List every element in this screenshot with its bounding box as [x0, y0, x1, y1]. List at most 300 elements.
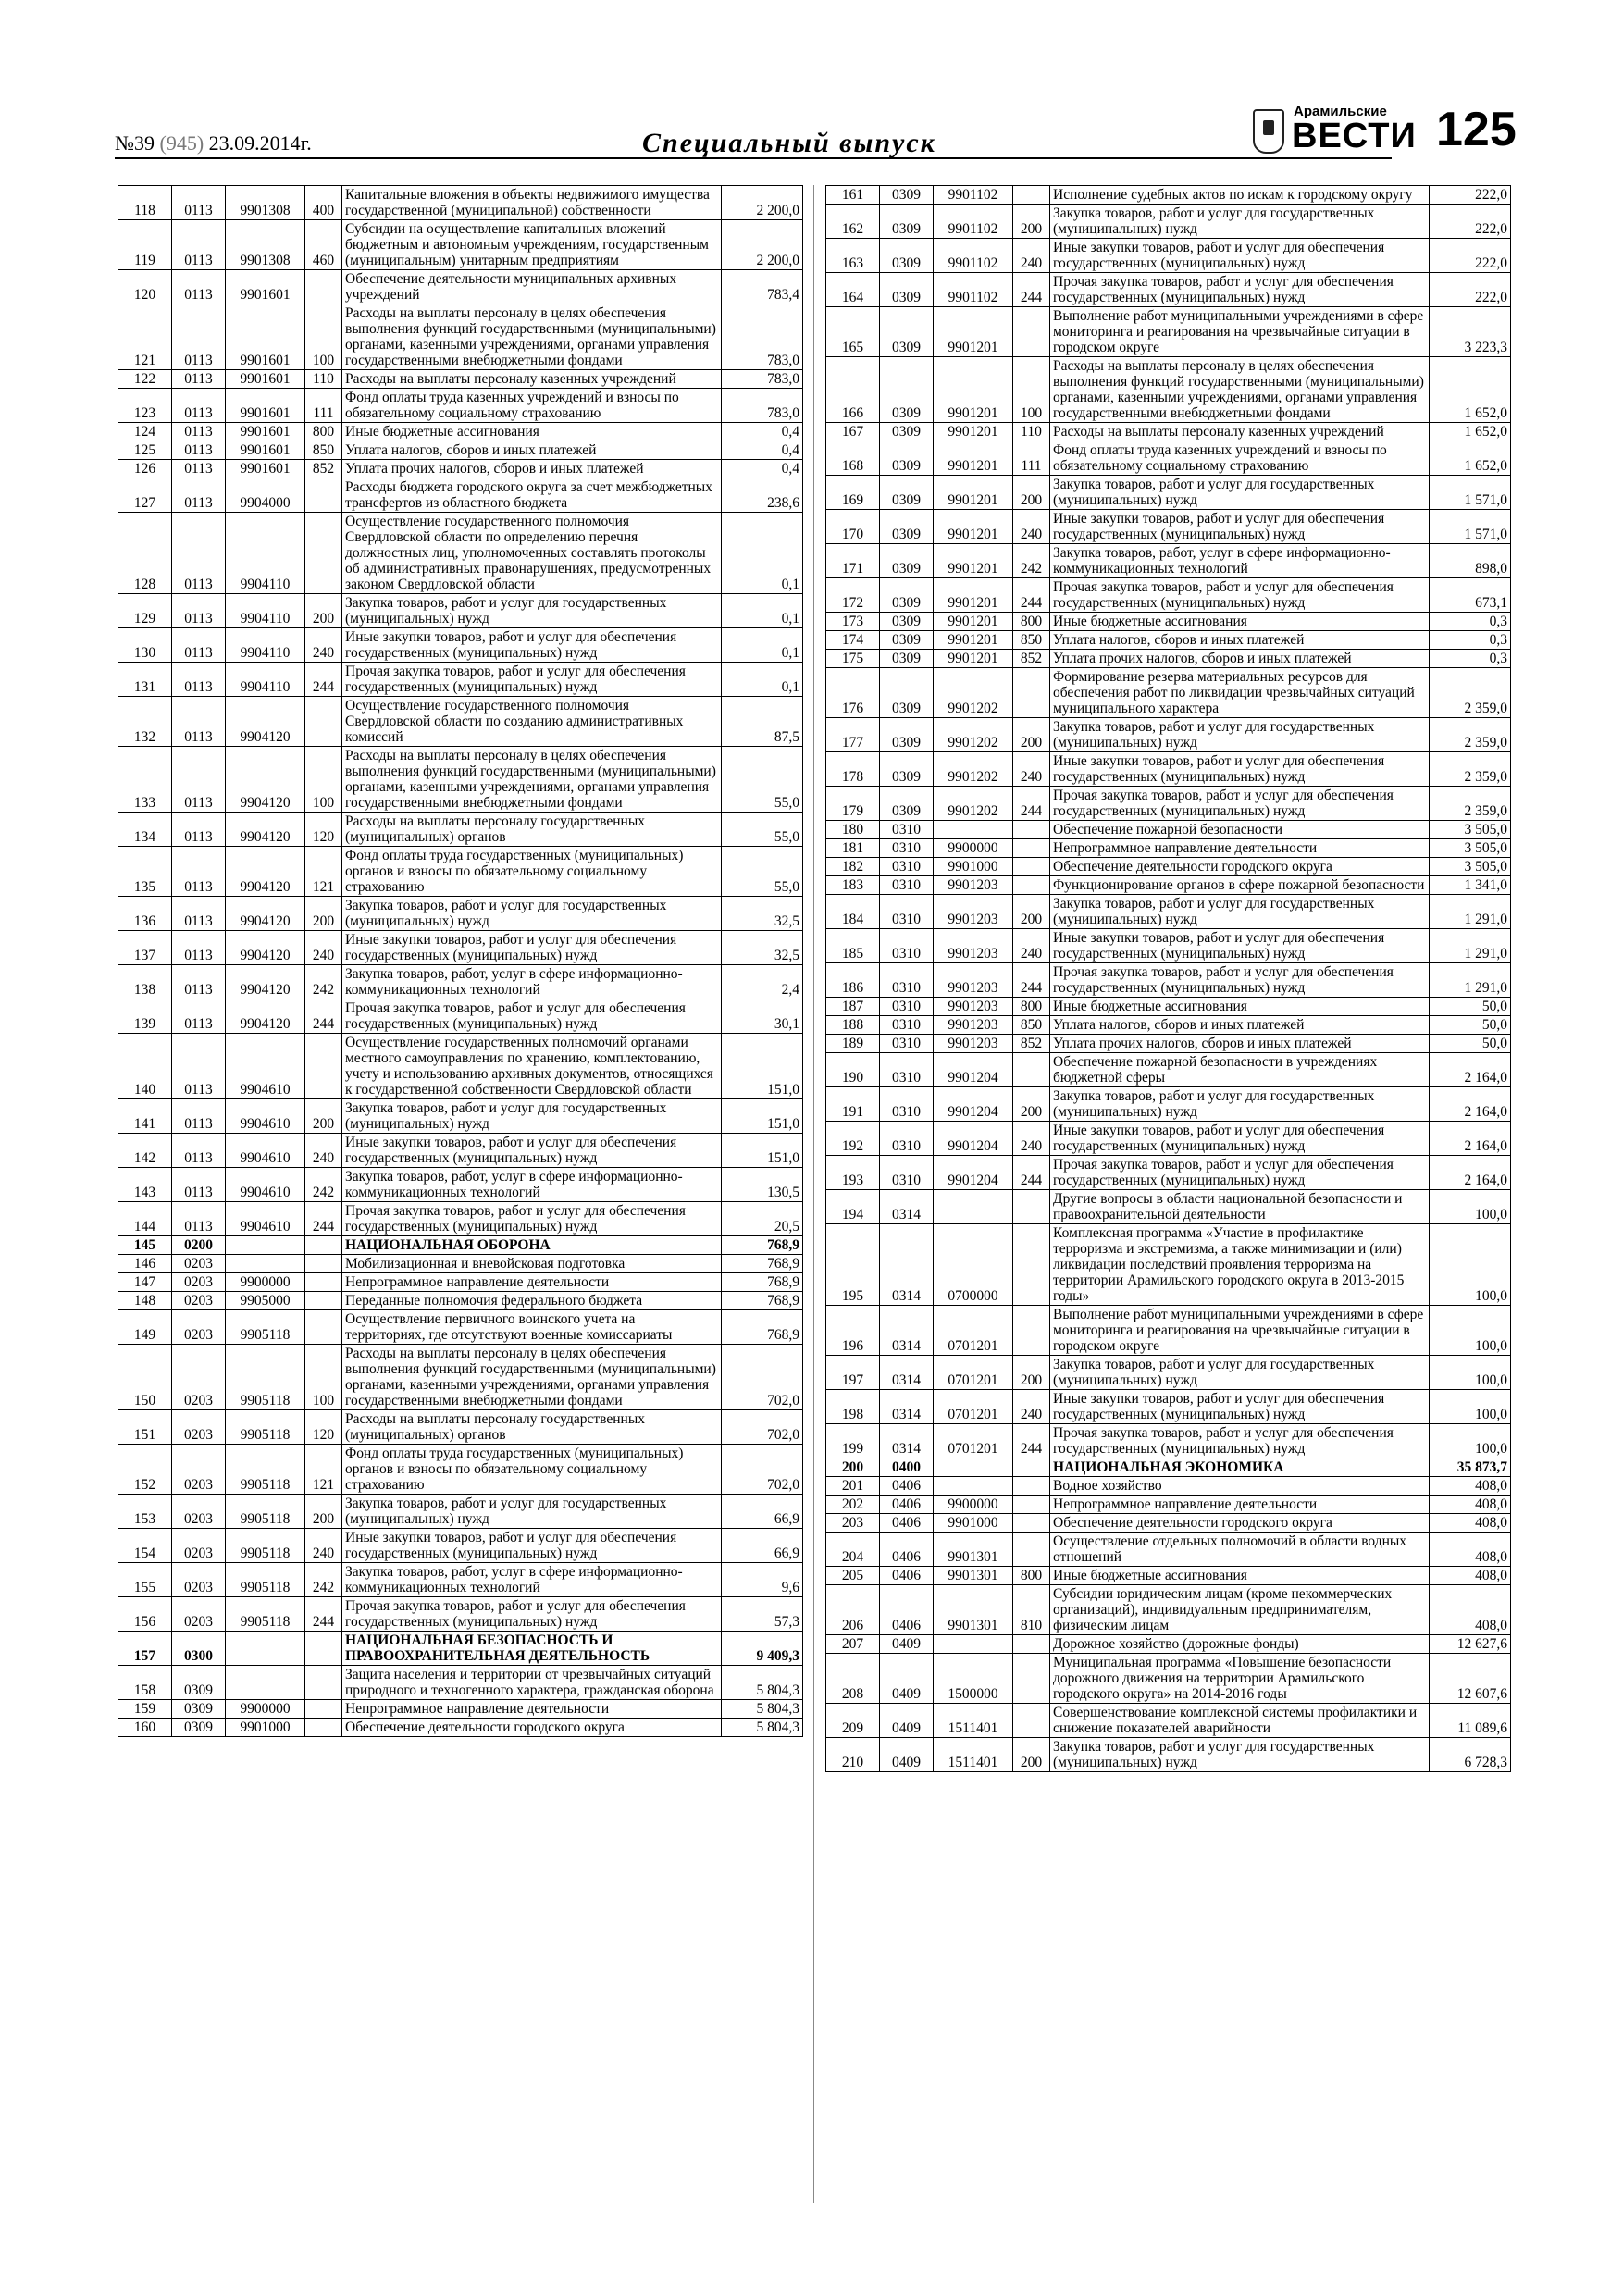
article-code: 9905118: [226, 1529, 305, 1563]
expense-type-code: [305, 1034, 342, 1099]
page-number: 125: [1436, 103, 1517, 156]
table-row: [118, 186, 803, 220]
table-row: [826, 1585, 1511, 1635]
description: Формирование резерва материальных ресурсов для обеспечения работ по ликвидации чрезвычайных ситуаций муниципального характера: [1050, 668, 1430, 718]
expense-type-code: 800: [1013, 1567, 1050, 1585]
row-number: 164: [826, 273, 880, 307]
table-row: [118, 478, 803, 513]
description: Осуществление первичного воинского учета на территориях, где отсутствуют военные комиссариаты: [342, 1310, 722, 1345]
expense-type-code: 850: [1013, 1016, 1050, 1035]
section-title: Специальный выпуск: [642, 128, 936, 158]
amount: 1 652,0: [1430, 423, 1511, 441]
row-number: 174: [826, 631, 880, 650]
row-number: 167: [826, 423, 880, 441]
article-code: 0701201: [934, 1390, 1013, 1424]
amount: 1 652,0: [1430, 357, 1511, 423]
description: Иные бюджетные ассигнования: [342, 423, 722, 441]
article-code: 9904120: [226, 697, 305, 747]
amount: 3 505,0: [1430, 821, 1511, 839]
table-row: [118, 1632, 803, 1666]
article-code: 9901102: [934, 205, 1013, 239]
expense-type-code: 240: [1013, 510, 1050, 544]
table-row: [118, 423, 803, 441]
description: Иные закупки товаров, работ и услуг для обеспечения государственных (муниципальных) нужд: [342, 931, 722, 965]
amount: 2 359,0: [1430, 752, 1511, 787]
section-code: 0203: [172, 1445, 226, 1495]
article-code: 9905118: [226, 1310, 305, 1345]
table-row: [826, 1390, 1511, 1424]
right-column: [825, 185, 1510, 1772]
article-code: 9901102: [934, 239, 1013, 273]
section-code: 0113: [172, 186, 226, 220]
row-number: 194: [826, 1190, 880, 1224]
amount: 1 571,0: [1430, 510, 1511, 544]
description: Прочая закупка товаров, работ и услуг для обеспечения государственных (муниципальных) нужд: [1050, 1424, 1430, 1458]
expense-type-code: 100: [305, 304, 342, 370]
expense-type-code: [1013, 1635, 1050, 1654]
section-code: 0309: [880, 613, 934, 631]
amount: 55,0: [722, 847, 803, 897]
section-code: 0113: [172, 697, 226, 747]
table-row: [826, 1035, 1511, 1053]
header-rule: [115, 157, 1392, 159]
amount: 66,9: [722, 1529, 803, 1563]
amount: 2,4: [722, 965, 803, 999]
amount: 0,1: [722, 513, 803, 594]
row-number: 183: [826, 876, 880, 895]
article-code: 9901201: [934, 307, 1013, 357]
table-row: [826, 1477, 1511, 1496]
description: Закупка товаров, работ, услуг в сфере информационно-коммуникационных технологий: [342, 965, 722, 999]
row-number: 140: [118, 1034, 172, 1099]
amount: 20,5: [722, 1202, 803, 1236]
table-row: [826, 1704, 1511, 1738]
expense-type-code: [305, 513, 342, 594]
row-number: 151: [118, 1410, 172, 1445]
table-row: [826, 239, 1511, 273]
amount: 9,6: [722, 1563, 803, 1597]
section-code: 0113: [172, 270, 226, 304]
description: НАЦИОНАЛЬНАЯ БЕЗОПАСНОСТЬ И ПРАВООХРАНИТЕЛЬНАЯ ДЕЯТЕЛЬНОСТЬ: [342, 1632, 722, 1666]
description: Закупка товаров, работ и услуг для государственных (муниципальных) нужд: [342, 1099, 722, 1134]
description: НАЦИОНАЛЬНАЯ ОБОРОНА: [342, 1236, 722, 1255]
description: Расходы на выплаты персоналу в целях обеспечения выполнения функций государственными (муниципальными) органами, казенными учреждениями, органами управления государственными внебюджетными фондами: [342, 747, 722, 813]
description: Обеспечение пожарной безопасности: [1050, 821, 1430, 839]
expense-type-code: 400: [305, 186, 342, 220]
issue-number: №39: [115, 131, 155, 155]
expense-type-code: [1013, 1190, 1050, 1224]
row-number: 161: [826, 186, 880, 205]
amount: 702,0: [722, 1345, 803, 1410]
section-code: 0113: [172, 389, 226, 423]
table-row: [826, 998, 1511, 1016]
article-code: 9901202: [934, 752, 1013, 787]
description: Иные закупки товаров, работ и услуг для обеспечения государственных (муниципальных) нужд: [342, 1134, 722, 1168]
expense-type-code: 852: [1013, 650, 1050, 668]
amount: 130,5: [722, 1168, 803, 1202]
description: Закупка товаров, работ и услуг для государственных (муниципальных) нужд: [342, 1495, 722, 1529]
description: Прочая закупка товаров, работ и услуг для обеспечения государственных (муниципальных) нужд: [1050, 963, 1430, 998]
table-row: [118, 1666, 803, 1700]
row-number: 137: [118, 931, 172, 965]
article-code: 9904610: [226, 1168, 305, 1202]
section-code: 0409: [880, 1635, 934, 1654]
article-code: 9901301: [934, 1533, 1013, 1567]
description: Выполнение работ муниципальными учреждениями в сфере мониторинга и реагирования на чрезвычайные ситуации в городском округе: [1050, 307, 1430, 357]
description: Комплексная программа «Участие в профилактике терроризма и экстремизма, а также минимизации и (или) ликвидации последствий проявления терроризма на территории Арамильского городского округа в 2013-2015 годы»: [1050, 1224, 1430, 1306]
table-row: [826, 929, 1511, 963]
row-number: 118: [118, 186, 172, 220]
row-number: 187: [826, 998, 880, 1016]
amount: 2 359,0: [1430, 787, 1511, 821]
amount: 238,6: [722, 478, 803, 513]
row-number: 206: [826, 1585, 880, 1635]
row-number: 158: [118, 1666, 172, 1700]
article-code: 9901601: [226, 370, 305, 389]
section-code: 0309: [880, 423, 934, 441]
section-code: 0113: [172, 813, 226, 847]
description: Обеспечение деятельности муниципальных архивных учреждений: [342, 270, 722, 304]
row-number: 138: [118, 965, 172, 999]
amount: 222,0: [1430, 273, 1511, 307]
table-row: [826, 668, 1511, 718]
expense-type-code: 110: [305, 370, 342, 389]
expense-type-code: [1013, 1477, 1050, 1496]
article-code: 9901201: [934, 578, 1013, 613]
amount: 57,3: [722, 1597, 803, 1632]
table-row: [118, 663, 803, 697]
expense-type-code: [1013, 839, 1050, 858]
row-number: 127: [118, 478, 172, 513]
description: Закупка товаров, работ и услуг для государственных (муниципальных) нужд: [1050, 476, 1430, 510]
amount: 50,0: [1430, 1016, 1511, 1035]
article-code: 9901301: [934, 1567, 1013, 1585]
amount: 783,0: [722, 304, 803, 370]
description: Уплата налогов, сборов и иных платежей: [342, 441, 722, 460]
table-row: [118, 220, 803, 270]
section-code: 0203: [172, 1495, 226, 1529]
description: Иные закупки товаров, работ и услуг для обеспечения государственных (муниципальных) нужд: [1050, 929, 1430, 963]
row-number: 177: [826, 718, 880, 752]
row-number: 148: [118, 1292, 172, 1310]
description: Мобилизационная и вневойсковая подготовка: [342, 1255, 722, 1273]
amount: 50,0: [1430, 1035, 1511, 1053]
description: Фонд оплаты труда государственных (муниципальных) органов и взносы по обязательному социальному страхованию: [342, 847, 722, 897]
description: Защита населения и территории от чрезвычайных ситуаций природного и техногенного характера, гражданская оборона: [342, 1666, 722, 1700]
description: Закупка товаров, работ и услуг для государственных (муниципальных) нужд: [1050, 1087, 1430, 1122]
amount: 768,9: [722, 1255, 803, 1273]
section-code: 0310: [880, 839, 934, 858]
article-code: 9904110: [226, 628, 305, 663]
row-number: 135: [118, 847, 172, 897]
amount: 100,0: [1430, 1306, 1511, 1356]
expense-type-code: 244: [305, 663, 342, 697]
amount: 0,3: [1430, 631, 1511, 650]
table-row: [118, 594, 803, 628]
description: Расходы на выплаты персоналу в целях обеспечения выполнения функций государственными (муниципальными) органами, казенными учреждениями, органами управления государственными внебюджетными фондами: [342, 304, 722, 370]
row-number: 179: [826, 787, 880, 821]
table-row: [826, 839, 1511, 858]
row-number: 168: [826, 441, 880, 476]
row-number: 152: [118, 1445, 172, 1495]
section-code: 0310: [880, 895, 934, 929]
expense-type-code: 200: [1013, 1356, 1050, 1390]
article-code: [226, 1255, 305, 1273]
row-number: 156: [118, 1597, 172, 1632]
section-code: 0113: [172, 1168, 226, 1202]
section-code: 0310: [880, 1035, 934, 1053]
article-code: 9901201: [934, 544, 1013, 578]
expense-type-code: [1013, 186, 1050, 205]
section-code: 0113: [172, 999, 226, 1034]
article-code: 9904120: [226, 999, 305, 1034]
table-row: [826, 357, 1511, 423]
expense-type-code: [1013, 1053, 1050, 1087]
row-number: 203: [826, 1514, 880, 1533]
amount: 783,0: [722, 370, 803, 389]
table-row: [118, 847, 803, 897]
table-row: [826, 1053, 1511, 1087]
article-code: 9901201: [934, 423, 1013, 441]
row-number: 182: [826, 858, 880, 876]
amount: 768,9: [722, 1236, 803, 1255]
section-code: 0309: [880, 239, 934, 273]
section-code: 0310: [880, 929, 934, 963]
section-code: 0314: [880, 1306, 934, 1356]
expense-type-code: 120: [305, 1410, 342, 1445]
description: Осуществление государственных полномочий органами местного самоуправления по хранению, комплектованию, учету и использованию архивных документов, относящихся к государственной собственности Свердловской области: [342, 1034, 722, 1099]
expense-type-code: 200: [1013, 718, 1050, 752]
section-code: 0310: [880, 1053, 934, 1087]
row-number: 165: [826, 307, 880, 357]
row-number: 126: [118, 460, 172, 478]
amount: 0,1: [722, 628, 803, 663]
article-code: 9901601: [226, 423, 305, 441]
article-code: 9901201: [934, 650, 1013, 668]
table-row: [826, 1224, 1511, 1306]
row-number: 200: [826, 1458, 880, 1477]
description: Функционирование органов в сфере пожарной безопасности: [1050, 876, 1430, 895]
amount: 408,0: [1430, 1496, 1511, 1514]
article-code: 9904110: [226, 663, 305, 697]
article-code: 9904120: [226, 965, 305, 999]
expense-type-code: 111: [305, 389, 342, 423]
description: Иные закупки товаров, работ и услуг для обеспечения государственных (муниципальных) нужд: [1050, 239, 1430, 273]
row-number: 185: [826, 929, 880, 963]
amount: 32,5: [722, 931, 803, 965]
article-code: 9904120: [226, 931, 305, 965]
section-code: 0309: [880, 650, 934, 668]
description: Уплата прочих налогов, сборов и иных платежей: [1050, 1035, 1430, 1053]
row-number: 141: [118, 1099, 172, 1134]
section-code: 0409: [880, 1704, 934, 1738]
article-code: 0701201: [934, 1356, 1013, 1390]
description: Иные закупки товаров, работ и услуг для обеспечения государственных (муниципальных) нужд: [1050, 510, 1430, 544]
section-code: 0310: [880, 1156, 934, 1190]
article-code: 9901203: [934, 895, 1013, 929]
expense-type-code: 200: [305, 1495, 342, 1529]
article-code: 9901601: [226, 460, 305, 478]
article-code: 9901601: [226, 270, 305, 304]
section-code: 0310: [880, 821, 934, 839]
table-row: [826, 1156, 1511, 1190]
amount: 12 627,6: [1430, 1635, 1511, 1654]
amount: 11 089,6: [1430, 1704, 1511, 1738]
article-code: 9904120: [226, 813, 305, 847]
expense-type-code: 800: [1013, 613, 1050, 631]
description: Муниципальная программа «Повышение безопасности дорожного движения на территории Арамильского городского округа» на 2014-2016 годы: [1050, 1654, 1430, 1704]
row-number: 146: [118, 1255, 172, 1273]
expense-type-code: 240: [1013, 1390, 1050, 1424]
amount: 2 164,0: [1430, 1053, 1511, 1087]
row-number: 197: [826, 1356, 880, 1390]
amount: 408,0: [1430, 1477, 1511, 1496]
description: Прочая закупка товаров, работ и услуг для обеспечения государственных (муниципальных) нужд: [1050, 273, 1430, 307]
table-row: [118, 1202, 803, 1236]
row-number: 209: [826, 1704, 880, 1738]
coat-of-arms-icon: [1253, 109, 1284, 154]
article-code: 9904610: [226, 1099, 305, 1134]
expense-type-code: 100: [305, 747, 342, 813]
row-number: 189: [826, 1035, 880, 1053]
expense-type-code: 810: [1013, 1585, 1050, 1635]
article-code: [934, 1477, 1013, 1496]
table-row: [826, 423, 1511, 441]
section-code: 0406: [880, 1567, 934, 1585]
table-row: [826, 718, 1511, 752]
article-code: 9901203: [934, 963, 1013, 998]
article-code: 9901102: [934, 186, 1013, 205]
section-code: 0309: [172, 1719, 226, 1737]
table-row: [118, 1310, 803, 1345]
amount: 5 804,3: [722, 1700, 803, 1719]
expense-type-code: 240: [1013, 239, 1050, 273]
description: Расходы на выплаты персоналу казенных учреждений: [1050, 423, 1430, 441]
table-row: [826, 876, 1511, 895]
article-code: [934, 1458, 1013, 1477]
section-code: 0400: [880, 1458, 934, 1477]
table-row: [118, 1345, 803, 1410]
table-row: [826, 476, 1511, 510]
row-number: 129: [118, 594, 172, 628]
table-row: [826, 578, 1511, 613]
section-code: 0314: [880, 1190, 934, 1224]
section-code: 0203: [172, 1255, 226, 1273]
table-row: [826, 1514, 1511, 1533]
table-row: [118, 813, 803, 847]
row-number: 154: [118, 1529, 172, 1563]
section-code: 0309: [880, 205, 934, 239]
table-row: [118, 1410, 803, 1445]
amount: 2 164,0: [1430, 1087, 1511, 1122]
description: Уплата налогов, сборов и иных платежей: [1050, 1016, 1430, 1035]
amount: 100,0: [1430, 1190, 1511, 1224]
amount: 35 873,7: [1430, 1458, 1511, 1477]
row-number: 133: [118, 747, 172, 813]
article-code: 9901204: [934, 1156, 1013, 1190]
description: Иные закупки товаров, работ и услуг для обеспечения государственных (муниципальных) нужд: [342, 628, 722, 663]
page-header: [115, 102, 1521, 159]
table-row: [826, 787, 1511, 821]
section-code: 0113: [172, 747, 226, 813]
description: Закупка товаров, работ и услуг для государственных (муниципальных) нужд: [1050, 1356, 1430, 1390]
article-code: 1500000: [934, 1654, 1013, 1704]
row-number: 170: [826, 510, 880, 544]
section-code: 0300: [172, 1632, 226, 1666]
amount: 2 164,0: [1430, 1122, 1511, 1156]
description: Закупка товаров, работ и услуг для государственных (муниципальных) нужд: [342, 594, 722, 628]
amount: 1 571,0: [1430, 476, 1511, 510]
article-code: 9901204: [934, 1122, 1013, 1156]
expense-type-code: 242: [305, 1563, 342, 1597]
article-code: 9901203: [934, 998, 1013, 1016]
expense-type-code: 800: [305, 423, 342, 441]
amount: 100,0: [1430, 1224, 1511, 1306]
table-row: [118, 304, 803, 370]
description: Уплата налогов, сборов и иных платежей: [1050, 631, 1430, 650]
expense-type-code: 244: [1013, 1156, 1050, 1190]
article-code: 9901204: [934, 1053, 1013, 1087]
table-row: [118, 628, 803, 663]
table-row: [826, 186, 1511, 205]
table-row: [118, 513, 803, 594]
row-number: 163: [826, 239, 880, 273]
expense-type-code: [305, 1236, 342, 1255]
description: Закупка товаров, работ и услуг для государственных (муниципальных) нужд: [1050, 718, 1430, 752]
amount: 3 223,3: [1430, 307, 1511, 357]
table-row: [826, 441, 1511, 476]
expense-type-code: 242: [305, 1168, 342, 1202]
amount: 673,1: [1430, 578, 1511, 613]
amount: 2 359,0: [1430, 718, 1511, 752]
amount: 0,4: [722, 423, 803, 441]
description: Прочая закупка товаров, работ и услуг для обеспечения государственных (муниципальных) нужд: [342, 999, 722, 1034]
expense-type-code: 200: [305, 594, 342, 628]
article-code: 9901204: [934, 1087, 1013, 1122]
amount: 32,5: [722, 897, 803, 931]
row-number: 196: [826, 1306, 880, 1356]
table-row: [826, 1306, 1511, 1356]
table-row: [118, 897, 803, 931]
section-code: 0113: [172, 441, 226, 460]
table-row: [118, 1168, 803, 1202]
article-code: 9905118: [226, 1410, 305, 1445]
section-code: 0309: [880, 718, 934, 752]
row-number: 191: [826, 1087, 880, 1122]
row-number: 123: [118, 389, 172, 423]
article-code: 9900000: [934, 839, 1013, 858]
logo-title: ВЕСТИ: [1292, 117, 1417, 155]
section-code: 0113: [172, 965, 226, 999]
section-code: 0310: [880, 1016, 934, 1035]
table-row: [118, 1719, 803, 1737]
amount: 768,9: [722, 1310, 803, 1345]
section-code: 0113: [172, 460, 226, 478]
section-code: 0310: [880, 858, 934, 876]
amount: 0,4: [722, 460, 803, 478]
description: Фонд оплаты труда казенных учреждений и взносы по обязательному социальному страхованию: [342, 389, 722, 423]
row-number: 131: [118, 663, 172, 697]
expense-type-code: 242: [305, 965, 342, 999]
amount: 408,0: [1430, 1567, 1511, 1585]
amount: 783,4: [722, 270, 803, 304]
amount: 50,0: [1430, 998, 1511, 1016]
description: Субсидии юридическим лицам (кроме некоммерческих организаций), индивидуальным предпринимателям, физическим лицам: [1050, 1585, 1430, 1635]
row-number: 175: [826, 650, 880, 668]
section-code: 0309: [880, 787, 934, 821]
row-number: 139: [118, 999, 172, 1034]
row-number: 184: [826, 895, 880, 929]
